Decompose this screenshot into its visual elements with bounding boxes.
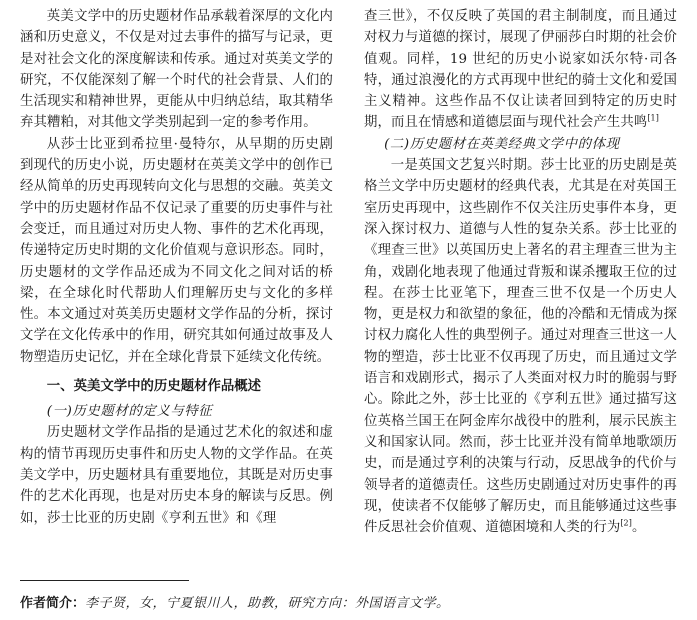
subsection-heading-1: (一)历史题材的定义与特征 <box>46 404 213 420</box>
section-heading-1: 一、英美文学中的历史题材作品概述 <box>46 379 262 395</box>
subsection-2-paragraph <box>364 155 677 538</box>
citation-1: [1] <box>647 114 659 124</box>
subsection-heading-2: (二)历史题材在英美经典文学中的体现 <box>384 136 620 152</box>
subsection-1-paragraph-continued <box>364 6 677 134</box>
subsection-1-paragraph-end-text: 查三世》，不仅反映了英国的君主制制度，而且通过对权力与道德的探讨，展现了伊丽莎白时期的社会价值观。同样，19 世纪的历史小说家如沃尔特·司各特，通过浪漫化的方式再现中世纪的骑士文化和爱国主义精神。这些作品不仅让读者回到特定的历史时期，而且在情感和道德层面与现代社会产生共鸣 <box>364 9 677 131</box>
author-footnote <box>20 595 680 613</box>
intro-paragraph-1: 英美文学中的历史题材作品承载着深厚的文化内涵和历史意义，不仅是对过去事件的描写与记录，更是对社会文化的深度解读和传承。通过对英美文学的研究，不仅能深刻了解一个时代的社会背景、人们的生活现实和精神世界，更能从中归纳总结，取其精华弃其糟粕，对其他文学类别起到一定的参考作用。 <box>20 9 333 131</box>
subsection-2-paragraph-text: 一是英国文艺复兴时期。莎士比亚的历史剧是英格兰文学中历史题材的经典代表，尤其是在对英国王室历史再现中，这些剧作不仅关注历史事件本身，更深入探讨权力、道德与人性的复杂关系。莎士比亚的《理查三世》以英国历史上著名的君主理查三世为主角，戏剧化地表现了他通过背叛和谋杀攫取王位的过程。在莎士比亚笔下，理查三世不仅是一个历史人物，更是权力和欲望的象征，他的冷酷和无情成为探讨权力腐化人性的典型例子。通过对理查三世这一人物的塑造，莎士比亚不仅再现了历史，而且通过文学语言和戏剧形式，揭示了人类面对权力时的脆弱与野心。除此之外，莎士比亚的《亨利五世》通过描写这位英格兰国王在阿金库尔战役中的胜利，展示民族主义和国家认同。然而，莎士比亚并没有简单地歌颂历史，而是通过亨利的决策与行动，反思战争的代价与领导者的道德责任。这些历史剧通过对历史事件的再现，使读者不仅能够了解历史，而且能够通过这些事件反思社会价值观、道德困境和人类的行为 <box>364 158 677 536</box>
subsection-2-paragraph-end: 。 <box>631 520 646 536</box>
footnote-text: 李子贤，女，宁夏银川人，助教，研究方向：外国语言文学。 <box>85 596 450 611</box>
citation-2: [2] <box>620 518 632 528</box>
footnote-divider <box>20 580 189 581</box>
subsection-1-paragraph-start: 历史题材文学作品指的是通过艺术化的叙述和虚构的情节再现历史事件和历史人物的文学作品。在英美文学中，历史题材具有重要地位，其既是对历史事件的艺术化再现，也是对历史本身的解读与反思。例如，莎士比亚的历史剧《亨利五世》和《理 <box>20 425 333 526</box>
left-column <box>20 6 333 529</box>
intro-paragraph-2: 从莎士比亚到希拉里·曼特尔，从早期的历史剧到现代的历史小说，历史题材在英美文学中的创作已经从简单的历史再现转向文化与思想的交融。英美文学中的历史题材作品不仅记录了重要的历史事件与社会变迁，而且通过对历史人物、事件的艺术化再现，传递特定历史时期的文化价值观与意识形态。同时，历史题材的文学作品还成为不同文化之间对话的桥梁，在全球化时代帮助人们理解历史与文化的多样性。本文通过对英美历史题材文学作品的分析，探讨文学在文化传承中的作用，研究其如何通过故事及人物塑造历史记忆，并在全球化背景下延续文化传统。 <box>20 136 333 365</box>
right-column <box>364 6 677 538</box>
footnote-label: 作者简介： <box>20 596 86 611</box>
